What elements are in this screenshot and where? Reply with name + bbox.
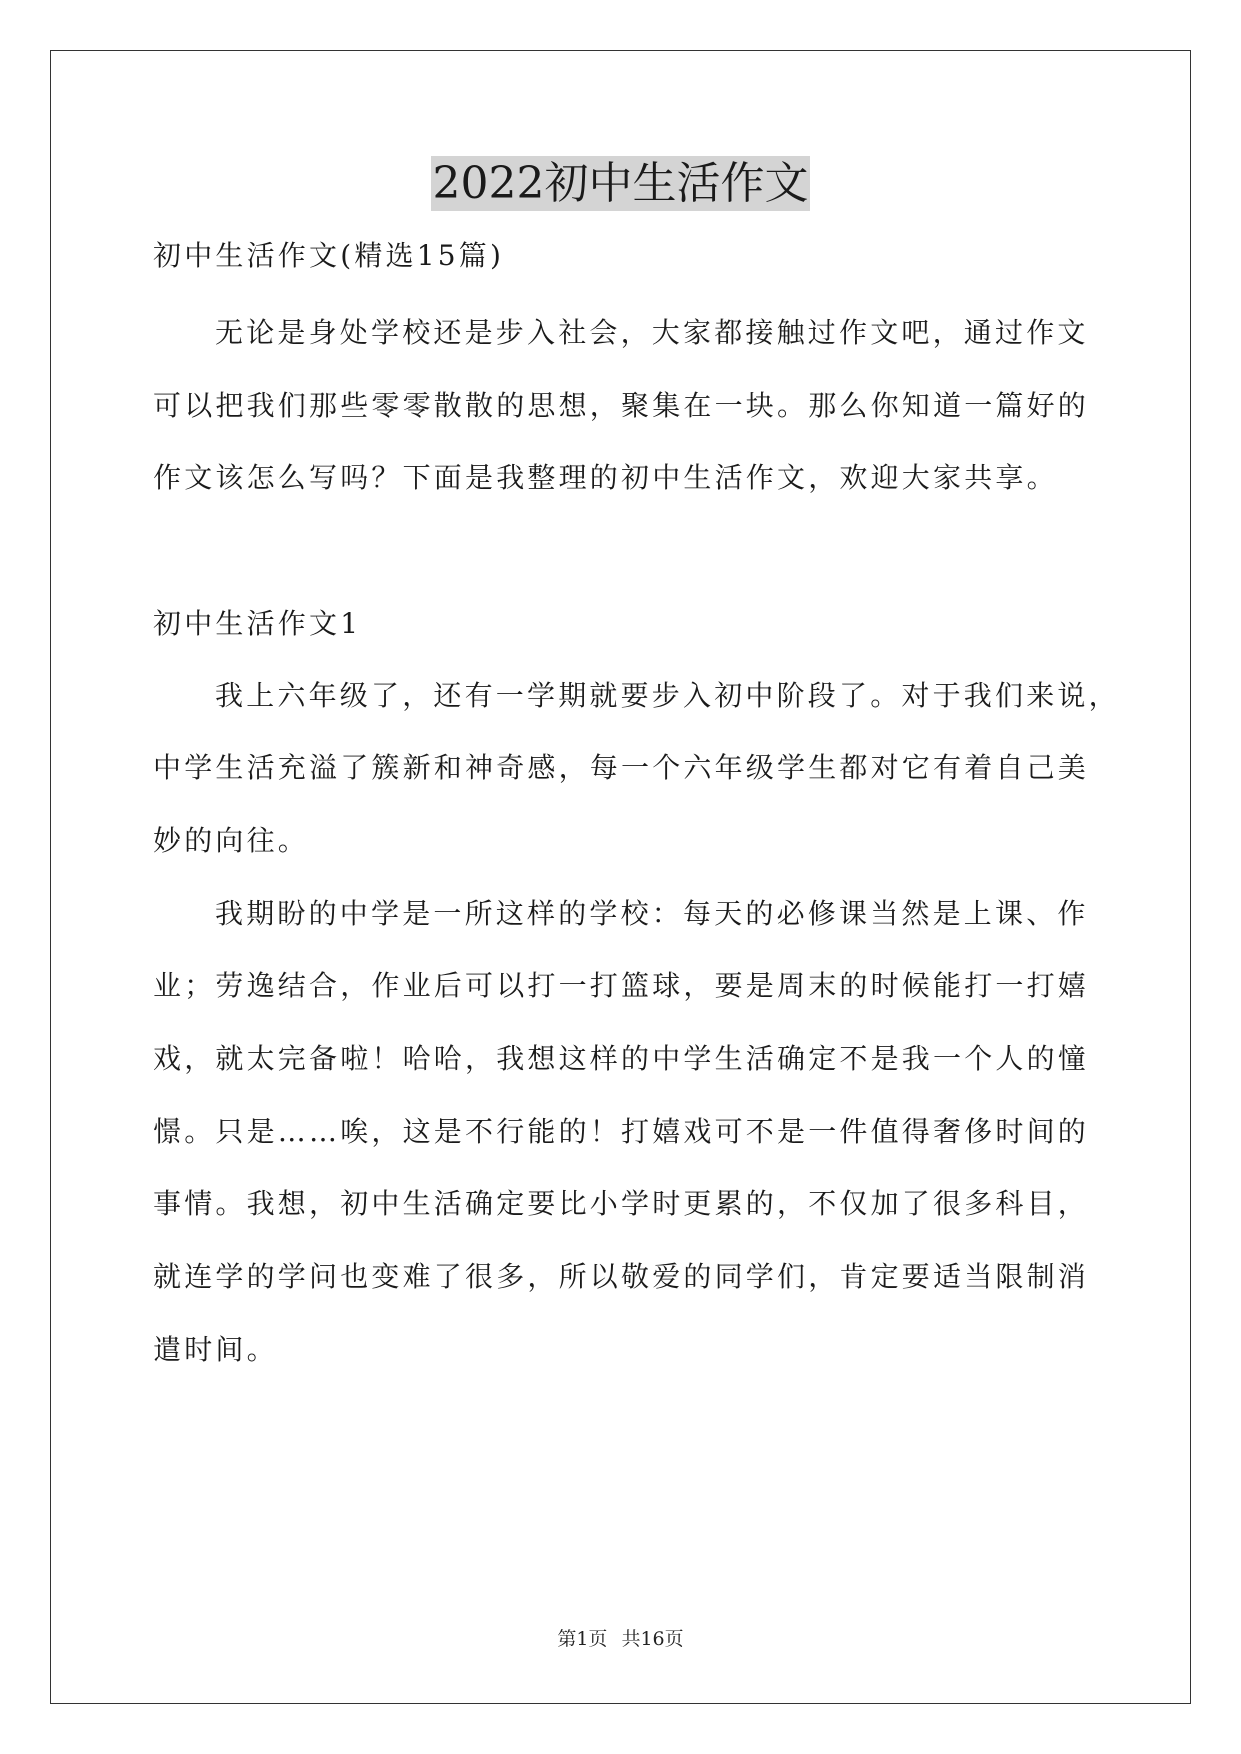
page-total: 共16页 — [621, 1628, 684, 1650]
paragraph2-line-4: 憬。只是……唉，这是不行能的！打嬉戏可不是一件值得奢侈时间的 — [153, 1115, 1090, 1148]
paragraph2-line-3: 戏，就太完备啦！哈哈，我想这样的中学生活确定不是我一个人的憧 — [153, 1042, 1090, 1075]
paragraph1-line-3: 妙的向往。 — [153, 824, 310, 857]
page-number: 第1页 — [557, 1628, 608, 1650]
paragraph2-line-5: 事情。我想，初中生活确定要比小学时更累的，不仅加了很多科目， — [153, 1187, 1090, 1220]
page-footer — [0, 1626, 1241, 1652]
paragraph1-line-1: 我上六年级了，还有一学期就要步入初中阶段了。对于我们来说， — [215, 679, 1120, 712]
document-title-text: 2022初中生活作文 — [432, 158, 809, 209]
intro-line-1: 无论是身处学校还是步入社会，大家都接触过作文吧，通过作文 — [215, 316, 1089, 349]
paragraph2-line-6: 就连学的学问也变难了很多，所以敬爱的同学们，肯定要适当限制消 — [153, 1260, 1090, 1293]
page-border — [50, 50, 1191, 1704]
document-subtitle: 初中生活作文(精选15篇) — [153, 239, 505, 272]
paragraph2-line-2: 业；劳逸结合，作业后可以打一打篮球，要是周末的时候能打一打嬉 — [153, 969, 1090, 1002]
intro-line-3: 作文该怎么写吗？下面是我整理的初中生活作文，欢迎大家共享。 — [153, 461, 1058, 494]
intro-line-2: 可以把我们那些零零散散的思想，聚集在一块。那么你知道一篇好的 — [153, 389, 1090, 422]
document-title — [0, 156, 1241, 212]
paragraph1-line-2: 中学生活充溢了簇新和神奇感，每一个六年级学生都对它有着自己美 — [153, 751, 1090, 784]
paragraph2-line-1: 我期盼的中学是一所这样的学校：每天的必修课当然是上课、作 — [215, 897, 1089, 930]
section-heading: 初中生活作文1 — [153, 607, 362, 640]
paragraph2-line-7: 遣时间。 — [153, 1333, 278, 1366]
